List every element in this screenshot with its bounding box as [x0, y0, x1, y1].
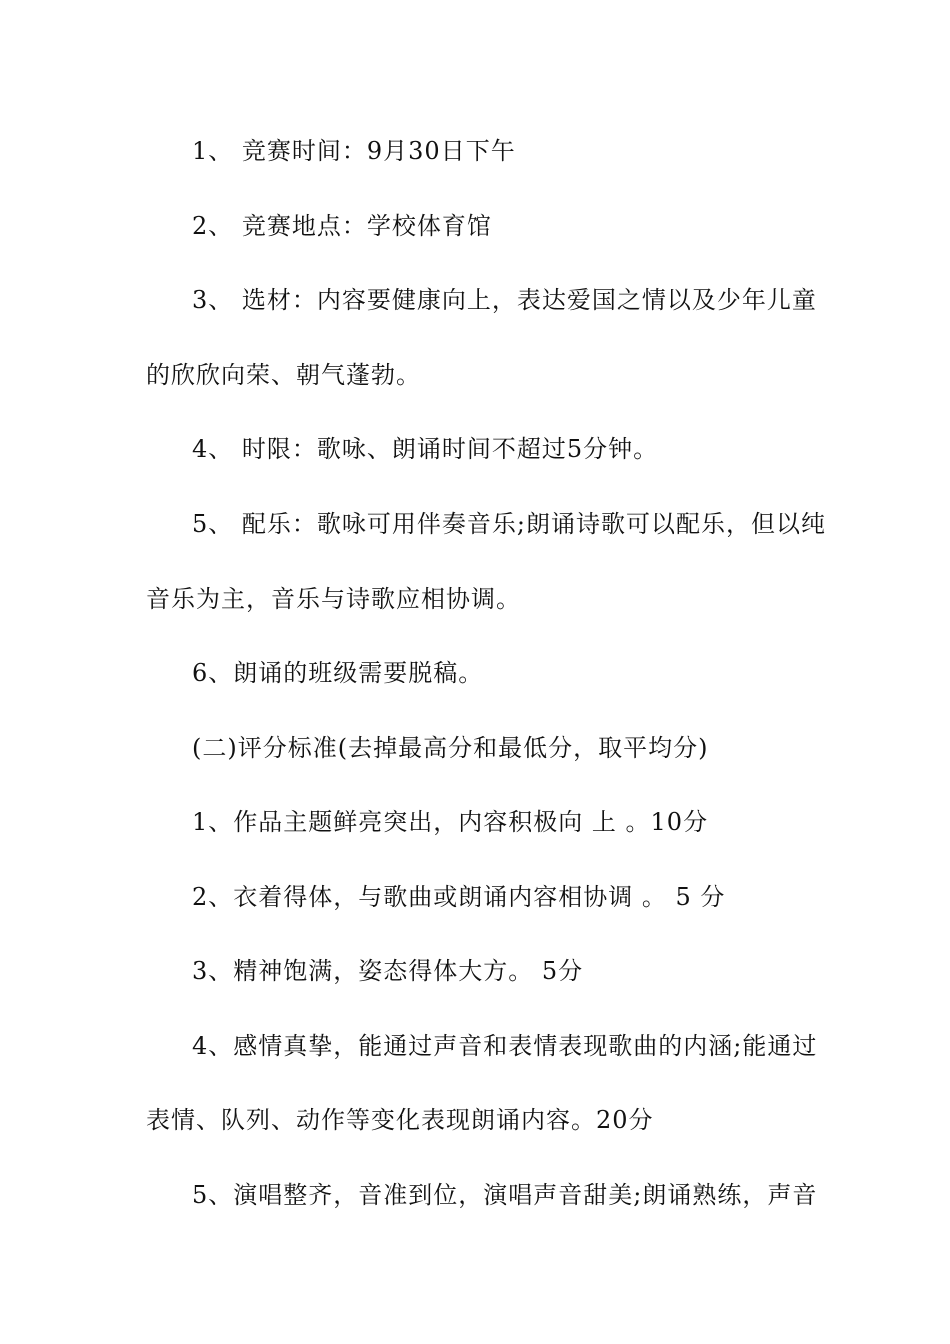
- rule-item-music: 5、 配乐：歌咏可用伴奏音乐;朗诵诗歌可以配乐，但以纯: [192, 510, 826, 538]
- rule-item-recitation: 6、朗诵的班级需要脱稿。: [192, 659, 484, 687]
- score-item-emotion: 4、感情真挚，能通过声音和表情表现歌曲的内涵;能通过: [192, 1032, 818, 1060]
- score-item-attire: 2、衣着得体，与歌曲或朗诵内容相协调 。 5 分: [192, 883, 726, 911]
- score-item-emotion-cont: 表情、队列、动作等变化表现朗诵内容。20分: [146, 1106, 654, 1134]
- score-item-theme: 1、作品主题鲜亮突出，内容积极向 上 。10分: [192, 808, 709, 836]
- score-item-spirit: 3、精神饱满，姿态得体大方。 5分: [192, 957, 584, 985]
- rule-item-material-cont: 的欣欣向荣、朝气蓬勃。: [146, 361, 421, 389]
- rule-item-time-limit: 4、 时限：歌咏、朗诵时间不超过5分钟。: [192, 435, 659, 463]
- rule-item-material: 3、 选材：内容要健康向上，表达爱国之情以及少年儿童: [192, 286, 817, 314]
- rule-item-music-cont: 音乐为主，音乐与诗歌应相协调。: [146, 585, 521, 613]
- rule-item-time: 1、 竞赛时间：9月30日下午: [192, 137, 516, 165]
- rule-item-location: 2、 竞赛地点：学校体育馆: [192, 212, 492, 240]
- score-item-singing: 5、演唱整齐，音准到位，演唱声音甜美;朗诵熟练，声音: [192, 1181, 818, 1209]
- section-heading-scoring: (二)评分标准(去掉最高分和最低分，取平均分): [192, 734, 709, 762]
